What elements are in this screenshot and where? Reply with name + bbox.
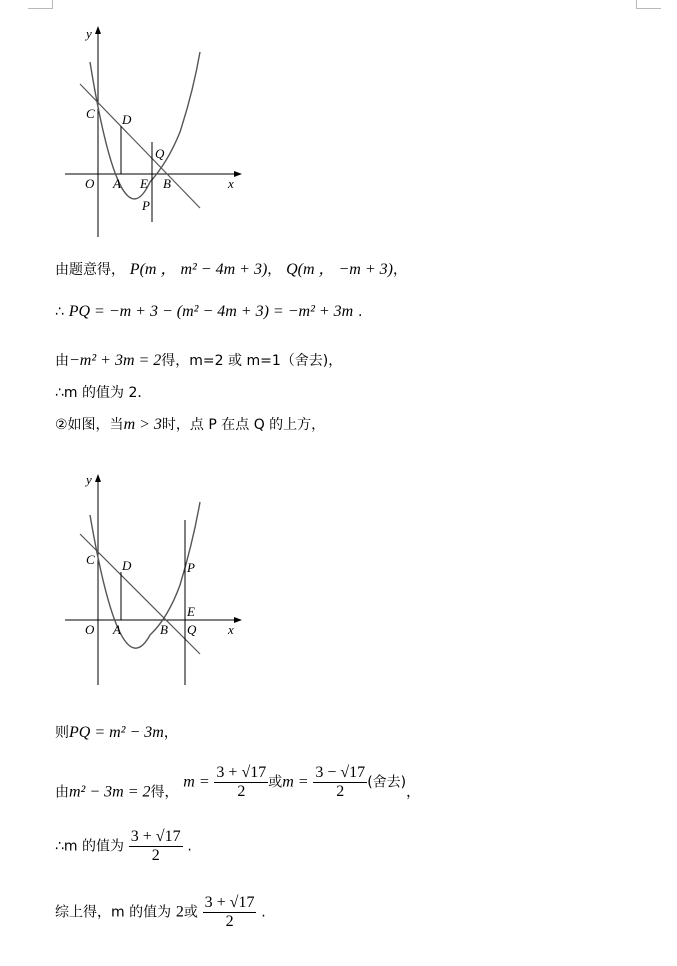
figure-2-graph — [60, 470, 250, 690]
fig1-label-C: C — [86, 106, 95, 121]
fig2-label-P: P — [187, 560, 195, 575]
fig2-label-D: D — [122, 558, 132, 573]
text-line-9: 综上得，m 的值为 2或 $\frac{3 + √17}{2}$ . — [55, 894, 266, 930]
text-line-1: 由题意得， P(m ， m² − 4m + 3)， Q(m ， −m + 3)， — [55, 261, 407, 278]
fig1-label-A: A — [113, 176, 121, 191]
fig2-label-y: y — [86, 472, 92, 487]
text-line-5: ②如图，当m > 3时，点 P 在点 Q 的上方， — [55, 416, 326, 433]
fraction-result: $\frac{3 + √17}{2}$ — [130, 828, 181, 864]
fig1-label-O: O — [85, 176, 95, 191]
fig1-label-D: D — [122, 112, 132, 127]
fig2-label-E: E — [187, 604, 195, 619]
fig1-label-B: B — [163, 176, 171, 191]
fraction-m1: $\frac{3 + √17}{2}$ — [216, 764, 267, 800]
fig2-label-O: O — [85, 622, 95, 637]
text-line-7: 由m² − 3m = 2得， m = $\frac{3 + √17}{2}$ 或m = $\frac{3 - √17}{2}$ (舍去)， — [55, 764, 421, 801]
fig2-label-x: x — [228, 622, 234, 637]
page-corner-mark-left — [28, 0, 53, 9]
fraction-m2: $\frac{3 - √17}{2}$ — [315, 764, 366, 800]
fig2-label-A: A — [113, 622, 121, 637]
fig1-label-Q: Q — [155, 146, 165, 161]
fig1-label-P: P — [142, 198, 150, 213]
fig1-label-x: x — [228, 176, 234, 191]
fig1-label-y: y — [86, 26, 92, 41]
page-corner-mark-right — [636, 0, 661, 9]
fig2-label-Q: Q — [187, 622, 197, 637]
text-line-8: ∴m 的值为 $\frac{3 + √17}{2}$ . — [55, 828, 192, 864]
fig2-label-B: B — [160, 622, 168, 637]
text-line-4: ∴m 的值为 2． — [55, 385, 152, 401]
text-line-6: 则PQ = m² − 3m， — [55, 724, 178, 741]
fig1-label-E: E — [140, 176, 148, 191]
text-line-2: ∴ PQ = −m + 3 − (m² − 4m + 3) = −m² + 3m . — [55, 303, 363, 320]
text-line-3: 由−m² + 3m = 2得，m=2 或 m=1（舍去)， — [55, 352, 343, 369]
fraction-final: $\frac{3 + √17}{2}$ — [204, 894, 255, 930]
figure-1-graph — [60, 22, 250, 242]
fig2-label-C: C — [86, 552, 95, 567]
